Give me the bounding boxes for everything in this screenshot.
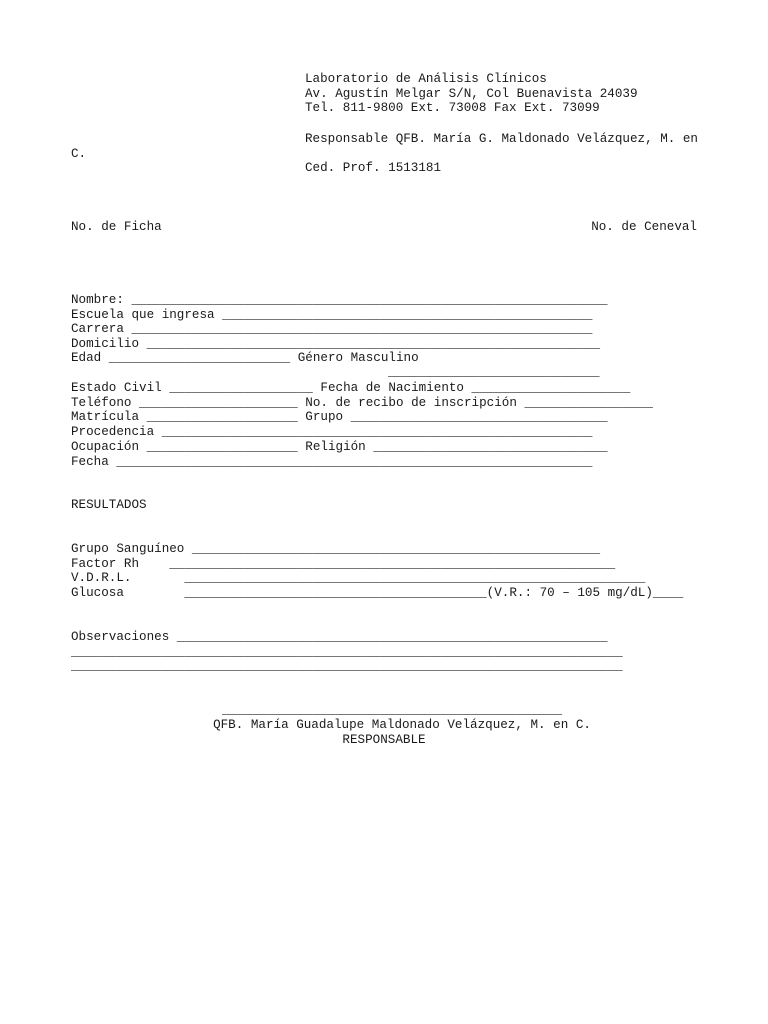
signature-name: QFB. María Guadalupe Maldonado Velázquez, M. en C. — [213, 718, 591, 732]
ceneval-label: No. de Ceneval — [591, 220, 697, 234]
grupo-sanguineo-field: Grupo Sanguíneo ______________________________________________________ — [71, 542, 601, 556]
lab-name: Laboratorio de Análisis Clínicos — [305, 72, 547, 86]
carrera-field: Carrera _____________________________________________________________ — [71, 322, 593, 336]
observaciones-field: Observaciones _________________________________________________________ — [71, 630, 608, 644]
observaciones-line-1: _________________________________________________________________________ — [71, 645, 623, 659]
glucosa-field: Glucosa ________________________________________(V.R.: 70 – 105 mg/dL)____ — [71, 586, 684, 600]
lab-address: Av. Agustín Melgar S/N, Col Buenavista 24039 — [305, 87, 638, 101]
edad-genero-field: Edad ________________________ Género Masculino — [71, 351, 419, 365]
domicilio-field: Domicilio ____________________________________________________________ — [71, 337, 601, 351]
procedencia-field: Procedencia _________________________________________________________ — [71, 425, 593, 439]
genero-line: ____________________________ — [388, 365, 600, 379]
responsible-text: Responsable QFB. María G. Maldonado Velázquez, M. en — [305, 132, 698, 146]
fecha-field: Fecha _______________________________________________________________ — [71, 455, 593, 469]
factor-rh-field: Factor Rh ___________________________________________________________ — [71, 557, 616, 571]
ced-prof: Ced. Prof. 1513181 — [305, 161, 442, 175]
signature-role: RESPONSABLE — [342, 733, 426, 747]
lab-phone: Tel. 811-9800 Ext. 73008 Fax Ext. 73099 — [305, 101, 600, 115]
signature-line: _____________________________________________ — [222, 703, 563, 717]
observaciones-line-2: _________________________________________________________________________ — [71, 659, 623, 673]
nombre-field: Nombre: _______________________________________________________________ — [71, 293, 608, 307]
estado-civil-field: Estado Civil ___________________ Fecha de Nacimiento _____________________ — [71, 381, 631, 395]
ficha-label: No. de Ficha — [71, 220, 162, 234]
matricula-field: Matrícula ____________________ Grupo __________________________________ — [71, 410, 608, 424]
escuela-field: Escuela que ingresa _________________________________________________ — [71, 308, 593, 322]
responsible-text-wrap: C. — [71, 147, 87, 161]
ocupacion-field: Ocupación ____________________ Religión _______________________________ — [71, 440, 608, 454]
results-title: RESULTADOS — [71, 498, 147, 512]
vdrl-field: V.D.R.L. _____________________________________________________________ — [71, 571, 646, 585]
telefono-field: Teléfono _____________________ No. de recibo de inscripción _________________ — [71, 396, 653, 410]
